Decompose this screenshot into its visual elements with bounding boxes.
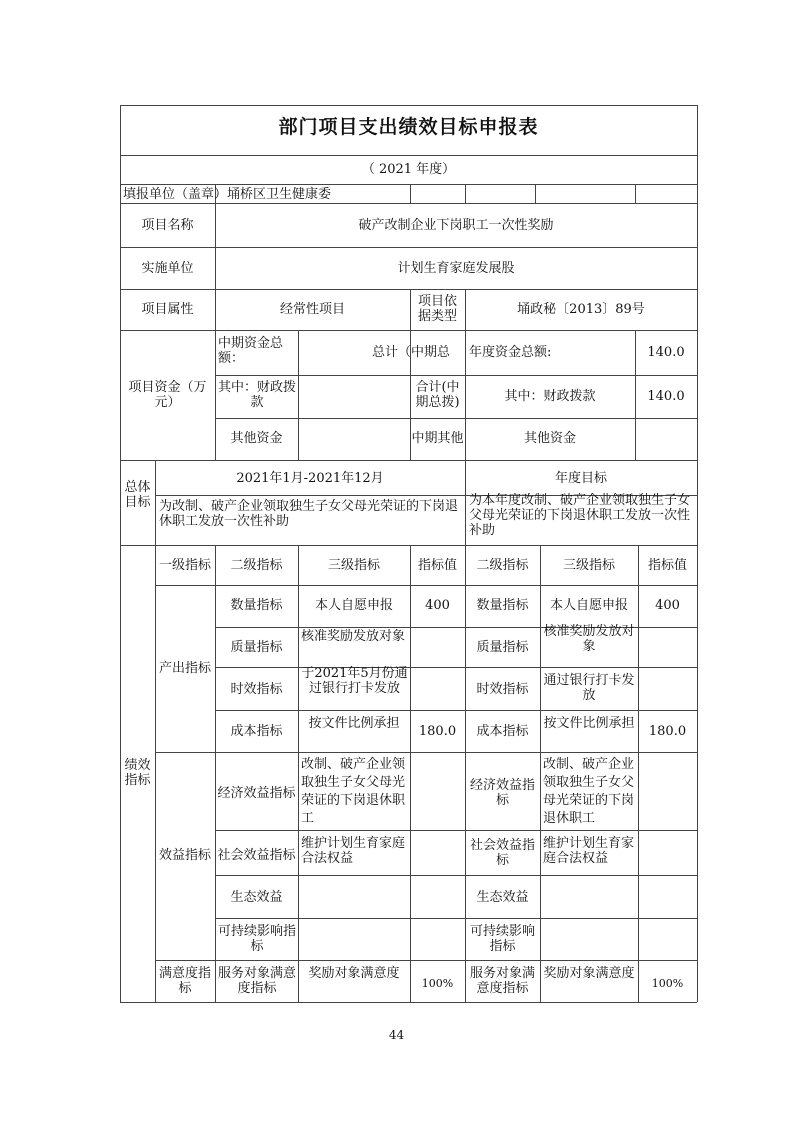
- subtotal-label: 合计(中期总拨): [415, 380, 460, 410]
- header-value: 指标值: [417, 558, 457, 573]
- rule: [215, 830, 697, 831]
- rule: [215, 375, 697, 376]
- rule: [540, 545, 541, 1002]
- rule: [697, 105, 698, 1002]
- row-cost-value-annual: 180.0: [648, 724, 687, 739]
- project-attr-value: 经常性项目: [279, 302, 345, 317]
- row-cost-l2: 成本指标: [230, 724, 283, 739]
- row-quality-l2: 质量指标: [230, 640, 283, 655]
- header-level1: 一级指标: [158, 558, 211, 573]
- row-social-l3: 维护计划生育家庭合法权益: [301, 836, 406, 866]
- rule: [120, 545, 697, 546]
- row-social-l2: 社会效益指标: [217, 848, 296, 863]
- header-value-annual: 指标值: [647, 558, 687, 573]
- row-satisfaction-value-annual: 100%: [651, 977, 684, 990]
- year-label: （ 2021 年度）: [361, 162, 456, 177]
- rule: [215, 418, 697, 419]
- rule: [120, 1002, 697, 1003]
- total-label: 总计（中期总: [372, 345, 451, 360]
- effect-indicators-label: 效益指标: [158, 848, 211, 863]
- mid-goal-text: 为改制、破产企业领取独生子女父母光荣证的下岗退休职工发放一次性补助: [159, 499, 459, 529]
- row-timeliness-l2: 时效指标: [230, 682, 283, 697]
- row-quantity-value: 400: [425, 598, 450, 613]
- rule: [635, 184, 636, 203]
- row-quantity-l2-annual: 数量指标: [476, 598, 529, 613]
- row-quality-l3: 核准奖励发放对象: [301, 629, 406, 644]
- mid-total-label: 中期资金总额：: [218, 336, 284, 366]
- annual-other-label: 其他资金: [523, 431, 576, 446]
- impl-unit-value: 计划生育家庭发展股: [397, 261, 515, 276]
- rule: [638, 545, 639, 1002]
- rule: [298, 330, 299, 460]
- annual-fiscal-value: 140.0: [647, 389, 685, 404]
- rule: [120, 105, 697, 106]
- rule: [120, 184, 697, 185]
- page-title: 部门项目支出绩效目标申报表: [278, 116, 539, 138]
- annual-fiscal-label: 其中：财政拨款: [504, 389, 596, 404]
- rule: [215, 918, 697, 919]
- rule: [155, 585, 697, 586]
- row-social-l3-annual: 维护计划生育家庭合法权益: [543, 836, 635, 866]
- rule: [215, 545, 216, 1002]
- row-quantity-l3-annual: 本人自愿申报: [549, 598, 628, 613]
- rule: [215, 667, 697, 668]
- page-number: 44: [388, 1028, 405, 1042]
- row-satisfaction-l2-annual: 服务对象满意度指标: [469, 966, 535, 996]
- row-quantity-l2: 数量指标: [230, 598, 283, 613]
- rule: [120, 289, 697, 290]
- row-quality-l2-annual: 质量指标: [476, 640, 529, 655]
- row-cost-l3-annual: 按文件比例承担: [543, 716, 635, 731]
- row-quantity-value-annual: 400: [655, 598, 680, 613]
- rule: [155, 460, 156, 1002]
- indicators-label: 绩效指标: [124, 758, 151, 788]
- rule: [465, 545, 466, 1002]
- row-timeliness-l2-annual: 时效指标: [476, 682, 529, 697]
- row-economic-l3-annual: 改制、破产企业领取独生子女父母光荣证的下岗退休职工: [543, 757, 635, 826]
- annual-total-label: 年度资金总额:: [469, 345, 552, 360]
- row-satisfaction-value: 100%: [421, 977, 454, 990]
- row-timeliness-l3: 于2021年5月份通过银行打卡发放: [301, 666, 408, 696]
- header-level2-annual: 二级指标: [476, 558, 529, 573]
- annual-goal-header: 年度目标: [554, 471, 607, 486]
- row-satisfaction-l3-annual: 奖励对象满意度: [543, 966, 635, 981]
- rule: [155, 960, 697, 961]
- output-indicators-label: 产出指标: [158, 661, 211, 676]
- row-satisfaction-l3: 奖励对象满意度: [308, 966, 400, 981]
- row-ecological-l2: 生态效益: [230, 890, 283, 905]
- impl-unit-label: 实施单位: [141, 261, 194, 276]
- row-cost-value: 180.0: [418, 724, 457, 739]
- rule: [298, 545, 299, 1002]
- other-label: 其他资金: [230, 431, 283, 446]
- rule: [120, 203, 697, 204]
- basis-type-label: 项目依据类型: [417, 294, 457, 324]
- rule: [215, 875, 697, 876]
- funds-label: 项目资金（万元）: [128, 380, 207, 410]
- row-quantity-l3: 本人自愿申报: [314, 598, 393, 613]
- satisfaction-indicators-label: 满意度指标: [158, 966, 211, 996]
- rule: [155, 752, 697, 753]
- row-economic-l2: 经济效益指标: [217, 786, 296, 801]
- row-timeliness-l3-annual: 通过银行打卡发放: [543, 673, 635, 703]
- rule: [410, 184, 411, 203]
- rule: [465, 184, 466, 203]
- basis-type-value: 埇政秘〔2013〕89号: [517, 302, 645, 317]
- filling-unit: 填报单位（盖章）埇桥区卫生健康委: [123, 187, 332, 202]
- row-social-l2-annual: 社会效益指标: [469, 838, 535, 868]
- rule: [215, 203, 216, 460]
- row-quality-l3-annual: 核准奖励发放对象: [543, 624, 635, 654]
- row-satisfaction-l2: 服务对象满意度指标: [218, 966, 297, 996]
- mid-period: 2021年1月-2021年12月: [236, 471, 384, 486]
- header-level3-annual: 三级指标: [562, 558, 615, 573]
- rule: [535, 184, 536, 203]
- rule: [120, 105, 121, 1002]
- row-sustainable-l2-annual: 可持续影响指标: [469, 924, 535, 954]
- header-level2: 二级指标: [230, 558, 283, 573]
- row-cost-l3: 按文件比例承担: [308, 716, 400, 731]
- rule: [120, 330, 697, 331]
- project-attr-label: 项目属性: [141, 302, 194, 317]
- annual-total-value: 140.0: [647, 345, 685, 360]
- rule: [120, 155, 697, 156]
- mid-other-label: 中期其他: [411, 431, 464, 446]
- goals-label: 总体目标: [124, 480, 151, 510]
- annual-goal-text: 为本年度改制、破产企业领取独生子女父母光荣证的下岗退休职工发放一次性补助: [469, 493, 691, 538]
- rule: [120, 460, 697, 461]
- row-ecological-l2-annual: 生态效益: [476, 890, 529, 905]
- fiscal-label: 其中：财政拨款: [218, 380, 297, 410]
- header-level3: 三级指标: [327, 558, 380, 573]
- rule: [120, 247, 697, 248]
- row-economic-l2-annual: 经济效益指标: [469, 778, 535, 808]
- project-name-label: 项目名称: [141, 218, 194, 233]
- row-cost-l2-annual: 成本指标: [476, 724, 529, 739]
- row-sustainable-l2: 可持续影响指标: [218, 924, 297, 954]
- rule: [410, 545, 411, 1002]
- row-economic-l3: 改制、破产企业领取独生子女父母光荣证的下岗退休职工: [301, 757, 406, 826]
- rule: [215, 710, 697, 711]
- project-name-value: 破产改制企业下岗职工一次性奖励: [358, 218, 554, 233]
